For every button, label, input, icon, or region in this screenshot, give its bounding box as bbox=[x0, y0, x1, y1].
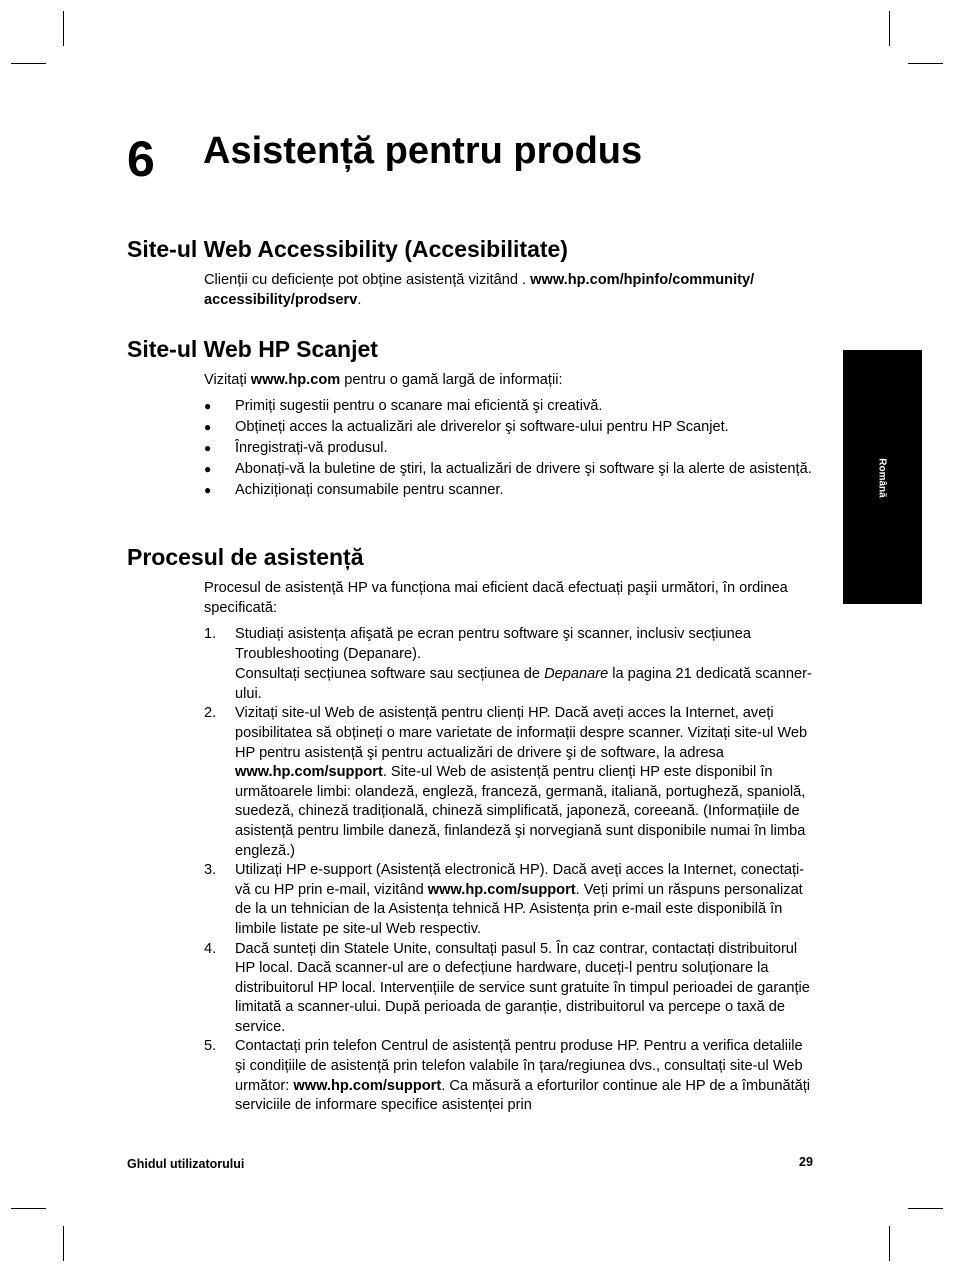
accessibility-link-part1[interactable]: www.hp.com/hpinfo/community/ bbox=[530, 272, 755, 288]
bullet-icon: ● bbox=[204, 420, 212, 435]
chapter-title: Asistență pentru produs bbox=[203, 130, 643, 172]
section-heading-process: Procesul de asistență bbox=[127, 544, 364, 570]
accessibility-paragraph bbox=[204, 271, 814, 310]
step-subparagraph bbox=[235, 665, 814, 704]
list-item-text: Obțineți acces la actualizări ale driverelor şi software-ului pentru HP Scanjet. bbox=[235, 419, 729, 436]
crop-mark bbox=[11, 1208, 46, 1209]
bullet-icon: ● bbox=[204, 441, 212, 456]
depanare-reference: Depanare bbox=[544, 666, 609, 683]
crop-mark bbox=[889, 1226, 890, 1261]
crop-mark bbox=[908, 1208, 943, 1209]
step-1 bbox=[204, 625, 814, 704]
crop-mark bbox=[63, 1226, 64, 1261]
list-item bbox=[204, 439, 814, 459]
list-item bbox=[204, 418, 814, 438]
list-item bbox=[204, 397, 814, 417]
step-text: Studiați asistența afişată pe ecran pentru software şi scanner, inclusiv secțiunea Troubleshooting (Depanare). bbox=[235, 626, 751, 662]
step-3 bbox=[204, 861, 814, 939]
bullet-icon: ● bbox=[204, 399, 212, 413]
page-number: 29 bbox=[799, 1155, 813, 1169]
accessibility-text: Clienții cu deficiențe pot obține asistență vizitând . bbox=[204, 272, 531, 288]
support-link[interactable]: www.hp.com/support bbox=[235, 764, 383, 781]
section-heading-scanjet: Site-ul Web HP Scanjet bbox=[127, 336, 378, 362]
bullet-icon: ● bbox=[204, 462, 212, 477]
step-4 bbox=[204, 940, 814, 1038]
scanjet-intro bbox=[204, 371, 814, 391]
list-item bbox=[204, 460, 814, 480]
step-text: Vizitați site-ul Web de asistență pentru clienți HP. Dacă aveți acces la Internet, aveți posibilitatea să obțineți o mare varietate de informații despre scanner. Vizitați site-ul Web HP pentru asistență şi pentru actualizări de drivere şi de software, la adresa bbox=[235, 705, 808, 761]
support-link[interactable]: www.hp.com/support bbox=[427, 881, 576, 898]
step-sub-text: Consultați secțiunea software sau secțiunea de bbox=[235, 666, 545, 683]
chapter-number: 6 bbox=[127, 131, 155, 187]
step-text: Contactați prin telefon Centrul de asistență pentru produse HP. Pentru a verifica detaliile şi condițiile de asistență prin telefon valabile în țara/regiunea dvs., consultați site-ul Web următor: bbox=[235, 1038, 803, 1094]
process-intro: Procesul de asistență HP va funcționa mai eficient dacă efectuați paşii următori, în ordinea specificată: bbox=[204, 580, 788, 616]
support-link[interactable]: www.hp.com/support bbox=[293, 1077, 442, 1094]
accessibility-link-part2[interactable]: accessibility/prodserv bbox=[204, 291, 358, 308]
step-2 bbox=[204, 704, 814, 861]
step-text-end: . Veți primi un răspuns personalizat de la un tehnician de la Asistența tehnică HP. Asistența prin e-mail este disponibilă în limbile listate pe site-ul Web respectiv. bbox=[235, 881, 803, 937]
list-item-text: Primiți sugestii pentru o scanare mai eficientă şi creativă. bbox=[235, 398, 603, 414]
step-text-end: . Site-ul Web de asistență pentru clienți HP este disponibil în următoarele limbi: olandeză, engleză, franceză, germană, italiană, portugheză, spaniolă, suedeză, chineză tradițională, chineză simplificată, japoneză, coreeană. (Informațiile de asistență pentru limbile daneză, finlandeză şi norvegiană sunt disponibile numai în limba engleză.) bbox=[235, 764, 806, 859]
step-text: Dacă sunteți din Statele Unite, consultați pasul 5. În caz contrar, contactați distribuitorul HP local. Dacă scanner-ul are o defecțiune hardware, duceți-l pentru soluționare la distribuitorul HP local. Intervențiile de service sunt gratuite în timpul perioadei de garanție limitată a scanner-ului. După perioada de garanție, distribuitorul va percepe o taxă de service. bbox=[235, 940, 810, 1035]
list-item-text: Abonați-vă la buletine de ştiri, la actualizări de drivere şi software şi la alerte de asistență. bbox=[235, 461, 812, 478]
accessibility-text-end: . bbox=[357, 291, 362, 308]
list-item-text: Înregistrați-vă produsul. bbox=[235, 440, 388, 457]
step-number: 3. bbox=[204, 862, 217, 879]
step-number: 5. bbox=[204, 1038, 217, 1055]
crop-mark bbox=[11, 63, 46, 64]
step-5 bbox=[204, 1037, 814, 1115]
step-sub-text-end: la pagina 21 dedicată scanner-ului. bbox=[235, 666, 812, 702]
section-heading-accessibility: Site-ul Web Accessibility (Accesibilitate) bbox=[127, 236, 568, 262]
step-text-end: . Ca măsură a eforturilor continue ale HP de a îmbunătăți serviciile de informare specifice asistenței prin bbox=[235, 1077, 811, 1114]
language-tab-label: Română bbox=[876, 458, 888, 498]
scanjet-intro-end: pentru o gamă largă de informații: bbox=[340, 372, 563, 388]
crop-mark bbox=[908, 63, 943, 64]
process-step-list bbox=[204, 625, 814, 1116]
scanjet-bullet-list bbox=[204, 397, 814, 502]
crop-mark bbox=[889, 11, 890, 46]
step-text: Utilizați HP e-support (Asistență electronică HP). Dacă aveți acces la Internet, conectați-vă cu HP prin e-mail, vizitând bbox=[235, 862, 805, 898]
step-number: 2. bbox=[204, 705, 217, 722]
step-number: 1. bbox=[204, 626, 217, 642]
scanjet-link[interactable]: www.hp.com bbox=[250, 372, 341, 388]
step-number: 4. bbox=[204, 940, 217, 957]
crop-mark bbox=[63, 11, 64, 46]
footer-guide-title: Ghidul utilizatorului bbox=[127, 1157, 245, 1171]
list-item-text: Achiziționați consumabile pentru scanner. bbox=[235, 482, 504, 499]
list-item bbox=[204, 481, 814, 501]
bullet-icon: ● bbox=[204, 483, 212, 498]
scanjet-intro-text: Vizitați bbox=[204, 372, 251, 388]
